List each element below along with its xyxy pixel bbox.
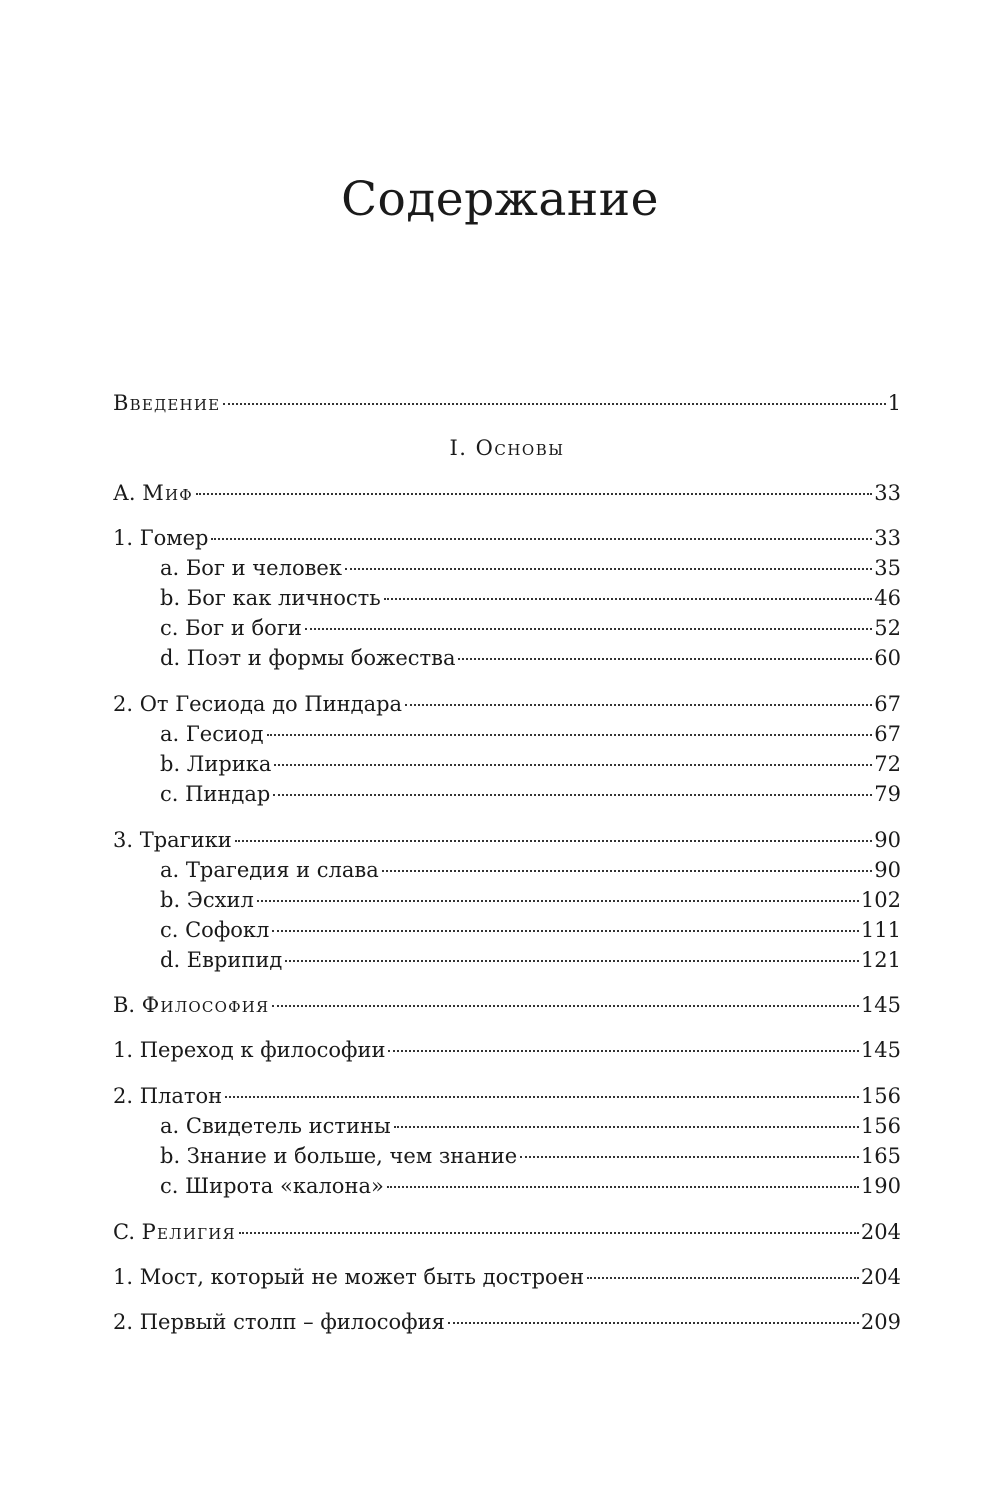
dot-leader	[387, 1186, 859, 1188]
toc-entry-label: c. Широта «калона»	[160, 1174, 384, 1198]
dot-leader	[448, 1322, 859, 1324]
dot-leader	[345, 568, 872, 570]
toc-entry-philosophy[interactable]	[113, 990, 901, 1020]
dot-leader	[235, 840, 872, 842]
dot-leader	[196, 493, 872, 495]
toc-page-number: 156	[860, 1084, 901, 1108]
toc-entry-label: А. Миф	[113, 481, 193, 505]
toc-page-number: 90	[874, 828, 901, 852]
toc-page-number: 190	[860, 1174, 901, 1198]
dot-leader	[285, 960, 859, 962]
dot-leader	[305, 628, 872, 630]
toc-entry-label: d. Еврипид	[160, 948, 283, 972]
toc-entry-label: 2. От Гесиода до Пиндара	[113, 692, 403, 716]
toc-page-number: 145	[860, 1038, 901, 1062]
toc-entry-label: a. Трагедия и слава	[160, 858, 379, 882]
toc-page-number: 145	[860, 993, 901, 1017]
dot-leader	[273, 794, 872, 796]
toc-entry-tragics[interactable]	[113, 825, 901, 855]
dot-leader	[394, 1126, 859, 1128]
dot-leader	[458, 658, 872, 660]
dot-leader	[257, 900, 859, 902]
toc-entry-hesiod-pindar[interactable]	[113, 689, 901, 719]
toc-entry-religion[interactable]	[113, 1217, 901, 1247]
toc-entry-label: B. Философия	[113, 993, 270, 1017]
dot-leader	[223, 403, 885, 405]
toc-page-number: 209	[860, 1310, 901, 1334]
dot-leader	[520, 1156, 859, 1158]
toc-entry-label: c. Пиндар	[160, 782, 271, 806]
toc-entry-label: 3. Трагики	[113, 828, 232, 852]
part-heading: I. Основы	[449, 436, 565, 460]
dot-leader	[272, 1005, 859, 1007]
toc-entry-label: b. Лирика	[160, 752, 272, 776]
toc-entry-transition[interactable]	[113, 1035, 901, 1065]
toc-entry-witness-truth[interactable]	[113, 1111, 901, 1141]
toc-page-number: 102	[860, 888, 901, 912]
dot-leader	[274, 764, 872, 766]
toc-entry-homer-b[interactable]	[113, 583, 901, 613]
toc-entry-myth[interactable]	[113, 478, 901, 508]
toc-page-number: 60	[874, 646, 901, 670]
dot-leader	[272, 930, 859, 932]
toc-page-number: 72	[874, 752, 901, 776]
toc-entry-introduction[interactable]	[113, 388, 901, 418]
toc-entry-kalon[interactable]	[113, 1171, 901, 1201]
toc-entry-label: b. Знание и больше, чем знание	[160, 1144, 518, 1168]
toc-entry-bridge[interactable]	[113, 1262, 901, 1292]
toc-entry-label: 1. Гомер	[113, 526, 209, 550]
toc-page-number: 33	[874, 481, 901, 505]
toc-entry-label: b. Бог как личность	[160, 586, 381, 610]
toc-entry-knowledge[interactable]	[113, 1141, 901, 1171]
toc-page-number: 1	[887, 391, 901, 415]
toc-page-number: 90	[874, 858, 901, 882]
toc-page-number: 46	[874, 586, 901, 610]
dot-leader	[211, 538, 872, 540]
toc-entry-label: 2. Первый столп – философия	[113, 1310, 445, 1334]
toc-page-number: 204	[860, 1265, 901, 1289]
dot-leader	[384, 598, 873, 600]
toc-page-number: 111	[860, 918, 901, 942]
toc-page-number: 165	[860, 1144, 901, 1168]
toc-entry-tragedy-glory[interactable]	[113, 855, 901, 885]
page-title: Содержание	[341, 172, 659, 227]
toc-page-number: 156	[860, 1114, 901, 1138]
toc-entry-label: 1. Мост, который не может быть достроен	[113, 1265, 585, 1289]
toc-page-number: 33	[874, 526, 901, 550]
toc-entry-homer-d[interactable]	[113, 643, 901, 673]
toc-page-number: 35	[874, 556, 901, 580]
toc-entry-label: a. Гесиод	[160, 722, 264, 746]
toc-entry-first-pillar[interactable]	[113, 1307, 901, 1337]
toc-entry-sophocles[interactable]	[113, 915, 901, 945]
toc-entry-label: c. Софокл	[160, 918, 270, 942]
toc-entry-label: 2. Платон	[113, 1084, 223, 1108]
toc-entry-label: a. Бог и человек	[160, 556, 342, 580]
dot-leader	[587, 1277, 859, 1279]
dot-leader	[225, 1096, 859, 1098]
dot-leader	[382, 870, 873, 872]
toc-page-number: 204	[860, 1220, 901, 1244]
toc-entry-euripides[interactable]	[113, 945, 901, 975]
dot-leader	[405, 704, 872, 706]
dot-leader	[388, 1050, 858, 1052]
dot-leader	[267, 734, 873, 736]
toc-entry-pindar[interactable]	[113, 779, 901, 809]
toc-entry-homer-a[interactable]	[113, 553, 901, 583]
toc-page-number: 67	[874, 692, 901, 716]
toc-entry-label: a. Свидетель истины	[160, 1114, 391, 1138]
toc-entry-lyric[interactable]	[113, 749, 901, 779]
toc-entry-label: b. Эсхил	[160, 888, 254, 912]
toc-entry-label: Введение	[113, 391, 221, 415]
toc-page-number: 79	[874, 782, 901, 806]
dot-leader	[239, 1232, 859, 1234]
toc-entry-homer[interactable]	[113, 523, 901, 553]
toc-entry-plato[interactable]	[113, 1081, 901, 1111]
toc-entry-homer-c[interactable]	[113, 613, 901, 643]
toc-entry-label: d. Поэт и формы божества	[160, 646, 456, 670]
toc-entry-label: 1. Переход к философии	[113, 1038, 386, 1062]
toc-entry-label: C. Религия	[113, 1220, 236, 1244]
toc-entry-aeschylus[interactable]	[113, 885, 901, 915]
toc-page-number: 67	[874, 722, 901, 746]
toc-entry-hesiod[interactable]	[113, 719, 901, 749]
toc-entry-label: c. Бог и боги	[160, 616, 302, 640]
toc-page-number: 52	[874, 616, 901, 640]
toc-page-number: 121	[860, 948, 901, 972]
